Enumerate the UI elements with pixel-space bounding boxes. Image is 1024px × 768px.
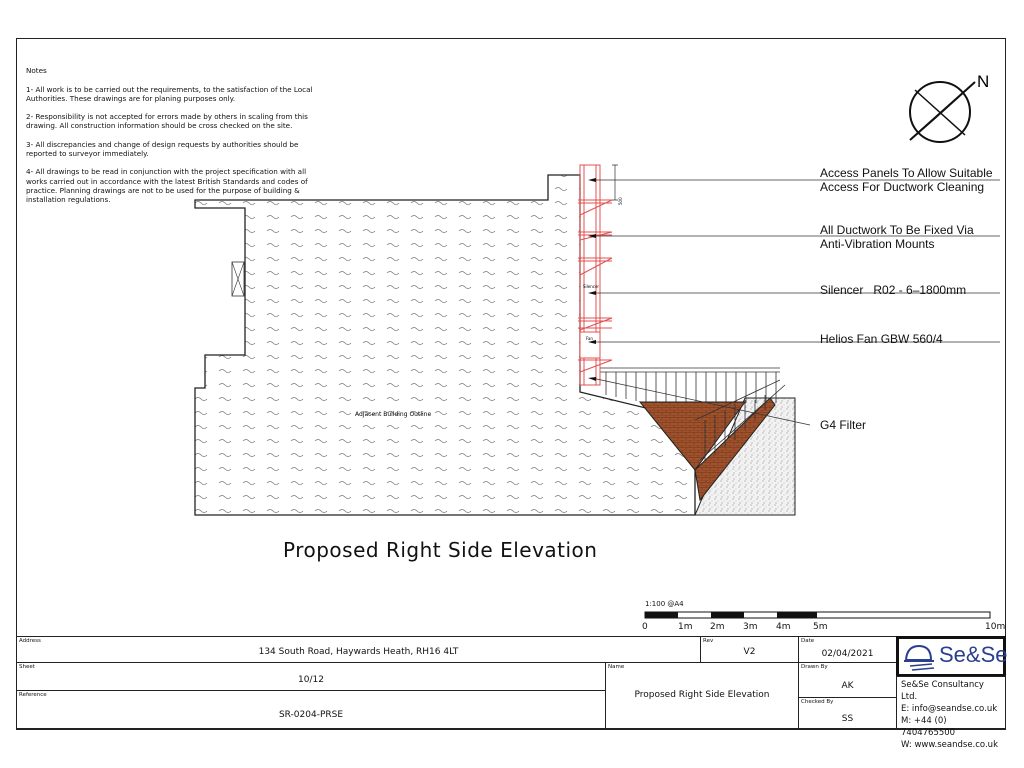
address-cell <box>16 636 701 663</box>
address-label: Address <box>19 638 41 644</box>
note-item: 1- All work is to be carried out the requirements, to the satisfaction of the Local Authorities. These drawings are for planing purposes only. <box>26 84 313 103</box>
silencer-tag: Silencer <box>583 284 600 289</box>
scale-tick: 2m <box>710 622 725 632</box>
company-logo <box>896 636 1006 677</box>
sheet-cell <box>16 662 606 691</box>
date-cell <box>798 636 897 663</box>
checked-by-value: SS <box>841 714 854 724</box>
date-value: 02/04/2021 <box>821 649 874 659</box>
scale-tick: 5m <box>813 622 828 632</box>
address-value: 134 South Road, Haywards Heath, RH16 4LT <box>258 647 459 657</box>
sheet-value: 10/12 <box>298 675 324 685</box>
rev-cell <box>700 636 799 663</box>
note-item: 2- Responsibility is not accepted for errors made by others in scaling from this drawing. All construction information should be cross checked on the site. <box>26 112 308 131</box>
adjacent-building-outline <box>195 175 695 515</box>
drawn-by-value: AK <box>841 681 854 691</box>
callout-access-panels: Access Panels To Allow Suitable Access For Ductwork Cleaning <box>820 166 993 194</box>
reference-value: SR-0204-PRSE <box>278 710 344 720</box>
scale-bar <box>645 612 990 618</box>
company-details <box>896 676 1006 750</box>
company-email: E: info@seandse.co.uk <box>901 704 998 714</box>
rev-label: Rev <box>703 638 714 644</box>
sheet-label: Sheet <box>19 664 35 670</box>
note-item: 3- All discrepancies and change of design requests by authorities should be reported to surveyor immediately. <box>26 139 299 159</box>
name-label: Name <box>608 664 625 670</box>
dim-tag: 500 <box>618 197 623 205</box>
checked-by-label: Checked By <box>801 699 834 705</box>
callout-silencer: Silencer R02 - 6–1800mm <box>820 283 967 297</box>
dimension-mark <box>612 165 618 200</box>
scale-tick: 0 <box>642 622 648 632</box>
company-web: W: www.seandse.co.uk <box>901 740 998 750</box>
logo-text: Se&Se <box>939 642 1008 667</box>
north-arrow-icon <box>910 82 975 142</box>
fan-tag: Fan <box>586 336 593 341</box>
company-name: Se&Se Consultancy Ltd. <box>901 680 984 702</box>
callout-filter: G4 Filter <box>820 418 867 432</box>
note-item: 4- All drawings to be read in conjunction with the project specification with all works carried out in accordance with the latest British Standards and codes of practice. Planning drawings are not to be used for the purpose of building & installation regulations. <box>26 167 308 205</box>
callout-fan: Helios Fan GBW 560/4 <box>820 332 943 346</box>
leader-lines <box>592 180 1000 425</box>
name-value: Proposed Right Side Elevation <box>634 690 770 700</box>
scale-tick: 3m <box>743 622 758 632</box>
name-cell <box>605 662 799 729</box>
scale-tick: 4m <box>776 622 791 632</box>
scale-tick: 10m <box>985 622 1006 632</box>
date-label: Date <box>801 638 815 644</box>
callout-anti-vibration: All Ductwork To Be Fixed Via Anti-Vibration Mounts <box>820 223 974 251</box>
adjacent-building-label: Adjacent Building Outline <box>355 411 432 418</box>
checked-by-cell <box>798 697 897 729</box>
rev-value: V2 <box>743 647 756 657</box>
scale-tick: 1m <box>678 622 693 632</box>
reference-cell <box>16 690 606 729</box>
reference-label: Reference <box>19 692 47 698</box>
scale-label: 1:100 @A4 <box>645 600 684 608</box>
hard-hat-icon <box>902 642 936 672</box>
drawing-title: Proposed Right Side Elevation <box>283 538 598 562</box>
drawn-by-cell <box>798 662 897 698</box>
company-mobile: M: +44 (0) 7404765500 <box>901 716 956 738</box>
notes-heading: Notes <box>26 66 47 76</box>
drawn-by-label: Drawn By <box>801 664 828 670</box>
north-label: N <box>977 72 990 91</box>
ductwork <box>578 165 612 385</box>
